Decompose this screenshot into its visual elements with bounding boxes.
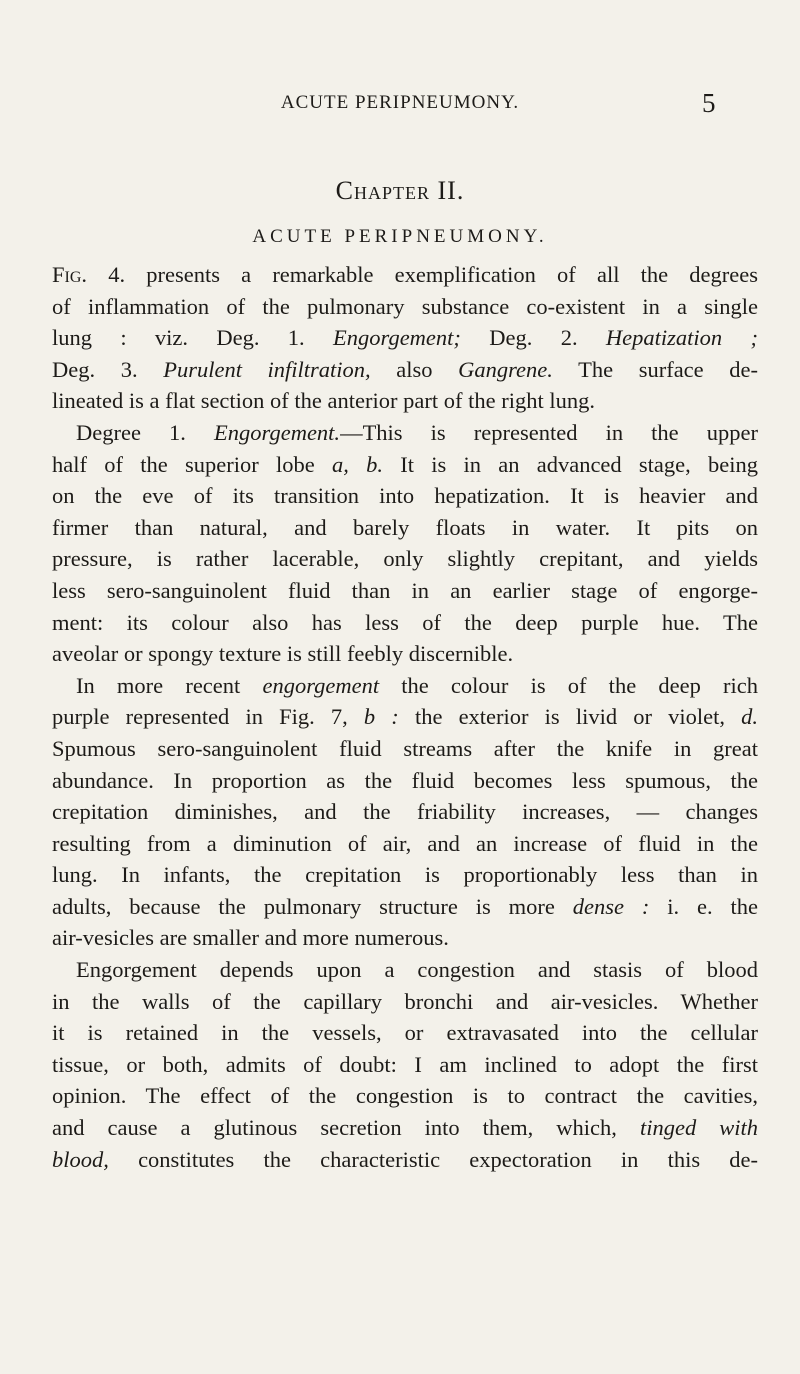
- text-line: [52, 1049, 758, 1081]
- text-line: [52, 638, 758, 670]
- text-segment: lineated is a flat section of the anterior part of the right lung.: [52, 388, 595, 414]
- text-segment: tissue, or both, admits of doubt: I am inclined to adopt the first: [52, 1051, 758, 1077]
- text-line: [52, 512, 758, 544]
- text-segment: Spumous sero-sanguinolent fluid streams after the knife in great: [52, 735, 758, 761]
- text-segment: Deg. 2.: [460, 325, 606, 351]
- text-line: [52, 922, 758, 954]
- text-segment: —This is represented in the upper: [340, 419, 759, 445]
- text-line: [52, 765, 758, 797]
- text-line: [52, 543, 758, 575]
- text-line: [52, 1144, 758, 1176]
- text-line: [52, 733, 758, 765]
- text-segment: pressure, is rather lacerable, only slightly crepitant, and yields: [52, 546, 758, 572]
- text-segment: Deg. 3.: [52, 356, 164, 382]
- text-segment: Degree 1.: [76, 419, 215, 445]
- text-line: [52, 954, 758, 986]
- text-line: [52, 859, 758, 891]
- text-segment: Fig. 4.: [52, 262, 126, 287]
- text-segment: a, b.: [331, 451, 383, 477]
- text-line: [52, 986, 758, 1018]
- text-line: [52, 607, 758, 639]
- text-segment: on the eve of its transition into hepatization. It is heavier and: [52, 483, 758, 509]
- text-segment: purple represented in Fig. 7,: [52, 704, 364, 730]
- text-segment: presents a remarkable exemplification of all the degrees: [125, 262, 758, 287]
- text-segment: adults, because the pulmonary structure is more: [52, 893, 573, 919]
- text-line: [52, 259, 758, 291]
- text-segment: firmer than natural, and barely floats in water. It pits on: [52, 514, 758, 540]
- text-segment: in the walls of the capillary bronchi and air-vesicles. Whether: [52, 988, 758, 1014]
- text-segment: the colour is of the deep rich: [379, 672, 758, 698]
- text-segment: engorgement: [262, 672, 380, 698]
- text-line: [52, 796, 758, 828]
- text-segment: aveolar or spongy texture is still feebly discernible.: [52, 641, 514, 667]
- text-line: [52, 417, 758, 449]
- text-segment: crepitation diminishes, and the friability increases, — changes: [52, 799, 758, 825]
- text-segment: also: [370, 356, 459, 382]
- section-title: ACUTE PERIPNEUMONY.: [252, 226, 548, 247]
- text-line: [52, 828, 758, 860]
- text-line: [52, 701, 758, 733]
- text-segment: less sero-sanguinolent fluid than in an earlier stage of engorge-: [52, 577, 758, 603]
- text-line: [52, 291, 758, 323]
- text-segment: lung : viz. Deg. 1.: [52, 325, 334, 351]
- text-segment: abundance. In proportion as the fluid becomes less spumous, the: [52, 767, 758, 793]
- text-line: [52, 449, 758, 481]
- running-head: [0, 88, 800, 118]
- text-segment: Engorgement depends upon a congestion and stasis of blood: [76, 957, 758, 983]
- text-line: [52, 354, 758, 386]
- text-segment: Engorgement.: [214, 419, 341, 445]
- text-segment: opinion. The effect of the congestion is to contract the cavities,: [52, 1083, 758, 1109]
- text-segment: It is in an advanced stage, being: [382, 451, 759, 477]
- text-segment: i. e. the: [649, 893, 759, 919]
- text-segment: air-vesicles are smaller and more numerous.: [52, 925, 449, 951]
- text-segment: blood,: [52, 1146, 109, 1172]
- text-line: [52, 575, 758, 607]
- text-segment: lung. In infants, the crepitation is proportionably less than in: [52, 862, 758, 888]
- body-text: [52, 259, 758, 1175]
- text-line: [52, 385, 758, 417]
- text-segment: tinged with: [639, 1115, 759, 1141]
- text-line: [52, 1017, 758, 1049]
- text-segment: ment: its colour also has less of the deep purple hue. The: [52, 609, 758, 635]
- text-segment: it is retained in the vessels, or extravasated into the cellular: [52, 1020, 758, 1046]
- text-segment: In more recent: [76, 672, 263, 698]
- text-line: [52, 670, 758, 702]
- text-line: [52, 1080, 758, 1112]
- text-segment: Gangrene.: [458, 356, 553, 382]
- text-segment: b :: [363, 704, 399, 730]
- text-segment: d.: [741, 704, 758, 730]
- text-line: [52, 322, 758, 354]
- text-segment: constitutes the characteristic expectoration in this de-: [108, 1146, 758, 1172]
- text-line: [52, 1112, 758, 1144]
- chapter-title: Chapter II.: [335, 176, 465, 205]
- text-segment: half of the superior lobe: [52, 451, 332, 477]
- text-segment: Purulent infiltration,: [163, 356, 371, 382]
- text-segment: resulting from a diminution of air, and an increase of fluid in the: [52, 830, 758, 856]
- text-segment: and cause a glutinous secretion into them, which,: [52, 1115, 640, 1141]
- running-title: ACUTE PERIPNEUMONY.: [280, 92, 520, 113]
- text-segment: of inflammation of the pulmonary substance co-existent in a single: [52, 293, 758, 319]
- text-segment: dense :: [572, 893, 650, 919]
- text-segment: The surface de-: [552, 356, 758, 382]
- text-line: [52, 891, 758, 923]
- text-segment: Hepatization ;: [605, 325, 758, 351]
- text-segment: Engorgement;: [333, 325, 461, 351]
- text-line: [52, 480, 758, 512]
- page-number: 5: [702, 88, 716, 118]
- text-segment: the exterior is livid or violet,: [398, 704, 742, 730]
